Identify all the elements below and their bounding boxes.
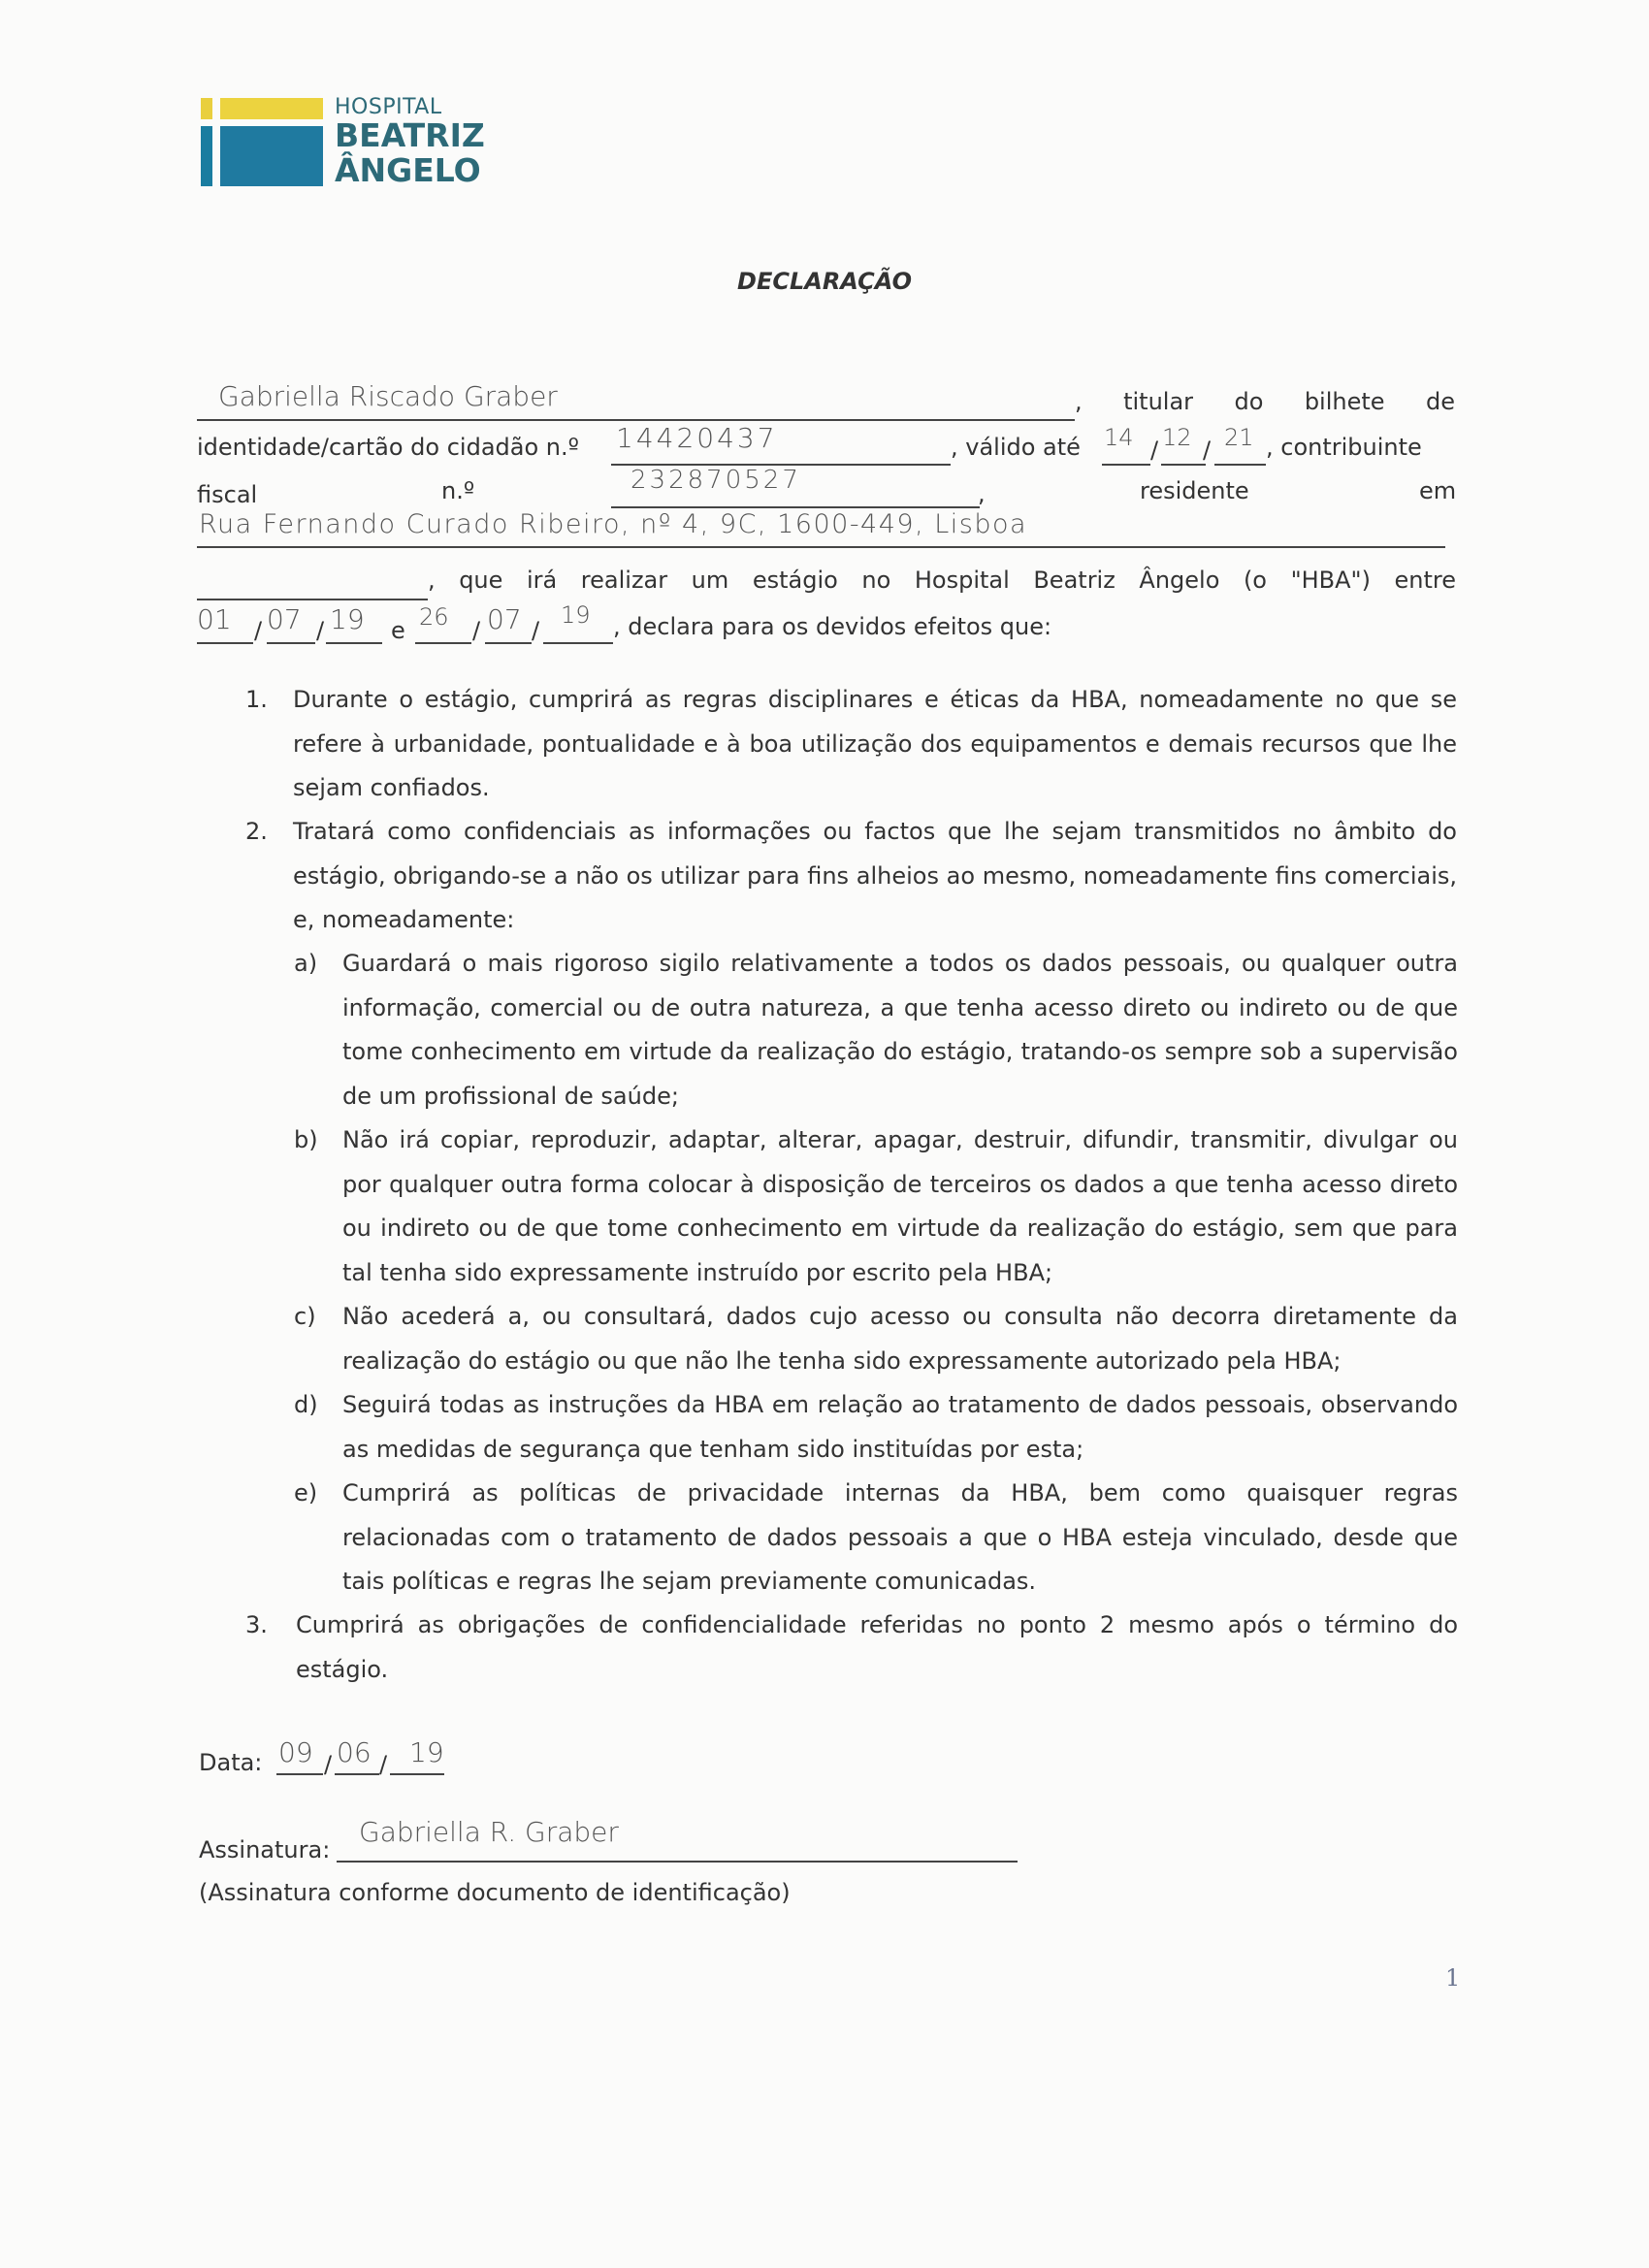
- valid-slash-2: /: [1203, 437, 1212, 464]
- signature-label: Assinatura:: [199, 1836, 331, 1863]
- subclause-letter-b: b): [294, 1126, 318, 1153]
- clause-2-text: Tratará como confidenciais as informações ou factos que lhe sejam transmitidos no âmbito do estágio, obrigando-se a não os utilizar para fins alheios ao mesmo, nomeadamente fins comerciais, e, nomeadamente:: [293, 818, 1457, 933]
- clause-number-2: 2.: [245, 818, 268, 845]
- start-year-field[interactable]: 19: [330, 603, 365, 635]
- subclause-letter-e: e): [294, 1479, 318, 1507]
- logo-yellow-bar-small: [201, 98, 212, 119]
- address-continuation-underline: [197, 599, 428, 600]
- start-day-underline: [197, 642, 253, 644]
- address-underline: [197, 546, 1445, 548]
- logo-yellow-bar: [220, 98, 323, 119]
- valid-year-underline: [1214, 464, 1266, 466]
- start-month-field[interactable]: 07: [267, 603, 302, 635]
- date-day-underline: [276, 1773, 323, 1775]
- fiscal-label: fiscal: [197, 481, 258, 508]
- id-number-field[interactable]: 14420437: [616, 422, 778, 454]
- start-day-field[interactable]: 01: [197, 603, 232, 635]
- estagio-text: [428, 567, 1456, 594]
- date-year-underline: [390, 1773, 444, 1775]
- subclause-letter-d: d): [294, 1391, 318, 1418]
- subclause-a-text: Guardará o mais rigoroso sigilo relativamente a todos os dados pessoais, ou qualquer outra informação, comercial ou de outra natureza, a que tenha acesso direto ou indireto ou de que tome conhecimento em virtude da realização do estágio, tratando-os sempre sob a supervisão de um profissional de saúde;: [342, 950, 1458, 1110]
- end-day-field[interactable]: 26: [419, 603, 449, 631]
- logo-blue-bar: [220, 126, 323, 186]
- residente-label: residente: [1140, 477, 1249, 504]
- valid-month-field[interactable]: 12: [1162, 424, 1192, 451]
- start-year-underline: [326, 642, 382, 644]
- date-month-underline: [335, 1773, 379, 1775]
- contribuinte-label: , contribuinte: [1266, 434, 1422, 461]
- em-label: em: [1419, 477, 1457, 504]
- signature-field[interactable]: Gabriella R. Graber: [359, 1816, 619, 1848]
- id-label: identidade/cartão do cidadão n.º: [197, 434, 579, 461]
- clause-number-3: 3.: [245, 1611, 268, 1638]
- signature-underline: [337, 1861, 1018, 1863]
- clause-1-text: Durante o estágio, cumprirá as regras disciplinares e éticas da HBA, nomeadamente no que se refere à urbanidade, pontualidade e à boa utilização dos equipamentos e demais recursos que lhe sejam confiados.: [293, 686, 1457, 801]
- nif-field[interactable]: 232870527: [630, 466, 801, 495]
- subclause-e-text: Cumprirá as políticas de privacidade internas da HBA, bem como quaisquer regras relacionadas com o tratamento de dados pessoais a que o HBA esteja vinculado, desde que tais políticas e regras lhe sejam previamente comunicadas.: [342, 1479, 1458, 1595]
- date-year-field[interactable]: 19: [409, 1736, 444, 1768]
- date-slash-2: /: [379, 1751, 388, 1778]
- valid-slash-1: /: [1150, 437, 1159, 464]
- subclause-d-text: Seguirá todas as instruções da HBA em relação ao tratamento de dados pessoais, observando as medidas de segurança que tenham sido instituídas por esta;: [342, 1391, 1458, 1463]
- valid-month-underline: [1161, 464, 1206, 466]
- fiscal-no-label: n.º: [441, 477, 475, 504]
- nif-underline: [611, 506, 980, 508]
- end-month-field[interactable]: 07: [487, 603, 522, 635]
- logo-text-hospital: HOSPITAL: [335, 95, 442, 119]
- subclause-letter-c: c): [294, 1303, 316, 1330]
- nif-comma: ,: [978, 480, 986, 507]
- date-slash-1: /: [324, 1751, 333, 1778]
- document-title: DECLARAÇÃO: [737, 268, 912, 295]
- end-year-field[interactable]: 19: [561, 601, 591, 629]
- titular-text: , titular do bilhete de: [1075, 388, 1455, 415]
- end-year-underline: [543, 642, 613, 644]
- start-slash-2: /: [316, 617, 325, 644]
- subclause-b-text: Não irá copiar, reproduzir, adaptar, alterar, apagar, destruir, difundir, transmitir, divulgar ou por qualquer outra forma colocar à disposição de terceiros os dados a que tenha acesso direto ou indireto ou de que tome conhecimento em virtude da realização do estágio, sem que para tal tenha sido expressamente instruído por escrito pela HBA;: [342, 1126, 1458, 1286]
- valid-day-field[interactable]: 14: [1104, 424, 1134, 451]
- name-underline: [197, 419, 1075, 421]
- subclause-letter-a: a): [294, 950, 318, 977]
- logo-text-angelo: ÂNGELO: [335, 151, 481, 189]
- clause-number-1: 1.: [245, 686, 268, 713]
- hospital-logo: [199, 95, 509, 192]
- signature-note: (Assinatura conforme documento de identificação): [199, 1879, 791, 1906]
- end-day-underline: [415, 642, 471, 644]
- address-field[interactable]: Rua Fernando Curado Ribeiro, nº 4, 9C, 1600-449, Lisboa: [199, 509, 1028, 539]
- estagio-sentence: , que irá realizar um estágio no Hospital Beatriz Ângelo (o "HBA") entre: [428, 567, 1456, 594]
- end-slash-2: /: [532, 617, 540, 644]
- start-slash-1: /: [254, 617, 263, 644]
- and-label: e: [391, 617, 405, 644]
- name-field[interactable]: Gabriella Riscado Graber: [218, 380, 558, 412]
- end-month-underline: [485, 642, 532, 644]
- text-titular: [1075, 388, 1455, 415]
- page-number: 1: [1445, 1964, 1461, 1992]
- valid-year-field[interactable]: 21: [1224, 424, 1254, 451]
- logo-blue-bar-small: [201, 126, 212, 186]
- start-month-underline: [267, 642, 315, 644]
- date-month-field[interactable]: 06: [337, 1736, 372, 1768]
- end-slash-1: /: [472, 617, 481, 644]
- date-label: Data:: [199, 1749, 263, 1776]
- date-day-field[interactable]: 09: [278, 1736, 313, 1768]
- valid-day-underline: [1102, 464, 1150, 466]
- clause-3-text: Cumprirá as obrigações de confidencialidade referidas no ponto 2 mesmo após o término do estágio.: [296, 1611, 1458, 1683]
- valid-label: , válido até: [951, 434, 1081, 461]
- declara-text: , declara para os devidos efeitos que:: [613, 613, 1052, 640]
- subclause-c-text: Não acederá a, ou consultará, dados cujo acesso ou consulta não decorra diretamente da realização do estágio ou que não lhe tenha sido expressamente autorizado pela HBA;: [342, 1303, 1458, 1375]
- logo-text-beatriz: BEATRIZ: [335, 116, 485, 154]
